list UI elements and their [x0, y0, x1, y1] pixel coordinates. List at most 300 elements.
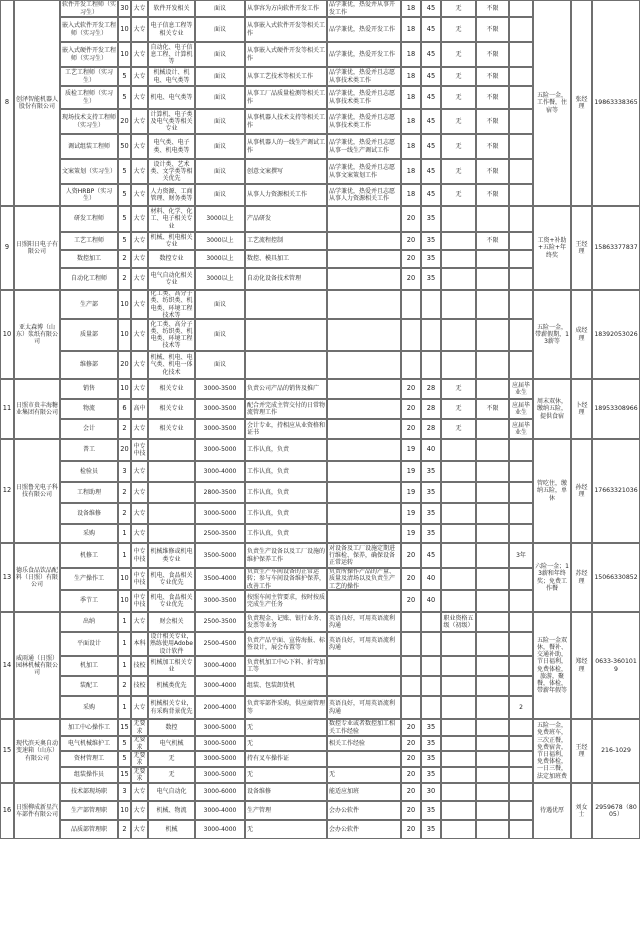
requirement-cell-text: 数控专业或者数控加工相关工作经验 [329, 720, 396, 735]
age-min-cell [401, 0, 421, 17]
position-cell-text: 现场技术支持工程师（实习生） [62, 114, 117, 129]
contact-phone-cell [592, 543, 640, 612]
duty-cell [245, 399, 327, 419]
gender-cell [476, 767, 509, 783]
grad-cell [509, 42, 533, 67]
age-min-cell-text: 20 [406, 722, 416, 731]
gender-cell [476, 568, 509, 590]
count-cell [118, 632, 131, 656]
contact-person-cell-text: 卜经理 [575, 401, 588, 416]
cert-cell [441, 184, 476, 206]
age-max-cell-text: 28 [426, 384, 436, 393]
count-cell [118, 719, 131, 736]
duty-cell-text: 工作认真，负责 [247, 488, 290, 496]
duty-cell [245, 86, 327, 109]
cert-cell [441, 67, 476, 86]
major-cell-text: 机械设计、机电、电气类等 [153, 69, 190, 84]
count-cell-text: 2 [122, 424, 127, 433]
requirement-cell [327, 0, 401, 17]
contact-phone-cell-text: 18953308966 [594, 405, 638, 413]
major-cell [148, 482, 195, 503]
major-cell-text: 电气机械 [159, 739, 184, 747]
duty-cell-text: 负责产品平面、宣传海报、标签设计，展会布置等 [247, 636, 326, 651]
position-cell [60, 632, 118, 656]
age-min-cell [401, 461, 421, 482]
gender-cell [476, 801, 509, 820]
duty-cell [245, 290, 327, 319]
company-name-cell [14, 290, 60, 379]
major-cell [148, 568, 195, 590]
major-cell [148, 736, 195, 751]
age-min-cell [401, 736, 421, 751]
company-name-cell [14, 439, 60, 543]
major-cell [148, 351, 195, 379]
requirement-cell [327, 524, 401, 543]
requirement-cell-text: 无 [329, 771, 336, 779]
benefits-cell-text: 待遇优厚 [539, 807, 564, 815]
duty-cell [245, 503, 327, 524]
gender-cell [476, 250, 509, 268]
count-cell-text: 10 [120, 24, 129, 33]
company-name-cell [14, 206, 60, 290]
requirement-cell [327, 632, 401, 656]
age-max-cell-text: 40 [426, 574, 436, 583]
age-min-cell [401, 17, 421, 42]
cert-cell [441, 461, 476, 482]
age-max-cell-text: 30 [426, 787, 436, 796]
salary-cell [195, 268, 245, 290]
gender-cell [476, 439, 509, 461]
age-max-cell [421, 676, 441, 696]
major-cell-text: 相关专业 [159, 425, 184, 433]
age-max-cell [421, 461, 441, 482]
salary-cell [195, 86, 245, 109]
salary-cell-text: 面议 [213, 142, 226, 150]
salary-cell [195, 767, 245, 783]
age-min-cell-text: 18 [406, 116, 416, 125]
position-cell [60, 17, 118, 42]
age-min-cell [401, 676, 421, 696]
major-cell [148, 543, 195, 568]
age-max-cell-text: 45 [426, 24, 436, 33]
duty-cell [245, 568, 327, 590]
age-min-cell-text: 19 [406, 508, 416, 517]
age-min-cell-text: 18 [406, 3, 416, 12]
count-cell-text: 2 [122, 824, 127, 833]
education-cell [131, 42, 148, 67]
cert-cell [441, 250, 476, 268]
count-cell [118, 524, 131, 543]
education-cell-text: 大专 [133, 425, 146, 433]
position-cell [60, 42, 118, 67]
grad-cell [509, 134, 533, 159]
duty-cell-text: 无 [247, 771, 254, 779]
salary-cell-text: 3000-4000 [203, 467, 237, 475]
age-min-cell [401, 482, 421, 503]
age-max-cell-text: 45 [426, 49, 436, 58]
gender-cell-text: 不限 [486, 237, 499, 245]
contact-person-cell [571, 783, 592, 839]
salary-cell-text: 3000-5000 [203, 446, 237, 454]
count-cell [118, 86, 131, 109]
major-cell-text: 相关专业 [159, 405, 184, 413]
duty-cell-text: 负责生产设备以及工厂设施的维护保养工作 [247, 548, 326, 563]
salary-cell [195, 17, 245, 42]
duty-cell [245, 767, 327, 783]
education-cell-text: 大专 [133, 275, 146, 283]
grad-cell [509, 767, 533, 783]
requirement-cell-text: 会办公软件 [329, 806, 360, 814]
cert-cell [441, 503, 476, 524]
gender-cell-text: 不限 [486, 4, 499, 12]
requirement-cell [327, 250, 401, 268]
age-max-cell-text: 35 [426, 214, 436, 223]
count-cell-text: 15 [120, 770, 129, 779]
count-cell-text: 10 [120, 49, 129, 58]
company-number-cell-text: 15 [2, 746, 12, 755]
age-max-cell-text: 45 [426, 141, 436, 150]
age-max-cell-text: 28 [426, 404, 436, 413]
company-number-cell [0, 543, 14, 612]
requirement-cell-text: 品学兼优，热爱并从事开发工作 [329, 1, 396, 16]
count-cell-text: 5 [122, 214, 127, 223]
count-cell [118, 568, 131, 590]
gender-cell-text: 不限 [486, 167, 499, 175]
major-cell-text: 机械、物流 [156, 806, 187, 814]
duty-cell [245, 206, 327, 232]
age-min-cell [401, 184, 421, 206]
gender-cell [476, 399, 509, 419]
education-cell-text: 大专 [133, 255, 146, 263]
duty-cell-text: 从事机器人技术支持等相关工作 [247, 114, 326, 129]
grad-cell-text: 应届毕业生 [511, 381, 530, 396]
education-cell [131, 379, 148, 399]
education-cell-text: 大专 [133, 361, 146, 369]
cert-cell [441, 419, 476, 439]
position-cell [60, 656, 118, 676]
age-max-cell [421, 482, 441, 503]
position-cell-text: 研发工程师 [73, 215, 104, 223]
salary-cell [195, 590, 245, 612]
cert-cell-text: 无 [455, 25, 462, 33]
salary-cell [195, 656, 245, 676]
position-cell-text: 采购 [82, 529, 95, 537]
grad-cell [509, 461, 533, 482]
count-cell-text: 6 [122, 404, 127, 413]
education-cell-text: 本科 [133, 640, 146, 648]
requirement-cell-text: 品学兼优，热爱并且志愿从事文案策划工作 [329, 164, 396, 179]
education-cell-text: 大专 [133, 331, 146, 339]
contact-person-cell [571, 290, 592, 379]
requirement-cell [327, 719, 401, 736]
age-max-cell [421, 632, 441, 656]
duty-cell [245, 656, 327, 676]
duty-cell [245, 419, 327, 439]
position-cell [60, 751, 118, 767]
duty-cell [245, 0, 327, 17]
duty-cell-text: 无 [247, 739, 254, 747]
requirement-cell [327, 543, 401, 568]
education-cell-text: 大专 [133, 142, 146, 150]
benefits-cell [533, 439, 571, 543]
major-cell [148, 612, 195, 632]
duty-cell [245, 439, 327, 461]
education-cell [131, 461, 148, 482]
gender-cell [476, 482, 509, 503]
grad-cell [509, 783, 533, 801]
education-cell [131, 801, 148, 820]
count-cell-text: 2 [122, 254, 127, 263]
position-cell [60, 250, 118, 268]
age-min-cell [401, 524, 421, 543]
requirement-cell-text: 相关工作经验 [329, 739, 366, 747]
requirement-cell-text: 负责所操作产品的产量、质量及清场以及负责生产工艺的操作 [329, 568, 396, 590]
duty-cell-text: 生产管理 [247, 806, 272, 814]
age-max-cell [421, 17, 441, 42]
salary-cell [195, 159, 245, 184]
salary-cell-text: 面议 [213, 117, 226, 125]
position-cell [60, 0, 118, 17]
major-cell-text: 无 [168, 755, 175, 763]
requirement-cell-text: 对设备及工厂设施定期进行维检、保养，确保设备正常运转 [329, 544, 396, 567]
count-cell [118, 67, 131, 86]
count-cell [118, 42, 131, 67]
age-max-cell [421, 268, 441, 290]
education-cell [131, 0, 148, 17]
contact-person-cell [571, 439, 592, 543]
count-cell [118, 656, 131, 676]
grad-cell [509, 379, 533, 399]
contact-person-cell [571, 0, 592, 206]
education-cell [131, 17, 148, 42]
cert-cell-text: 无 [455, 117, 462, 125]
major-cell-text: 电子信息工程等相关专业 [150, 22, 193, 37]
duty-cell-text: 无 [247, 723, 254, 731]
age-max-cell [421, 568, 441, 590]
education-cell [131, 250, 148, 268]
cert-cell [441, 206, 476, 232]
count-cell [118, 109, 131, 134]
duty-cell [245, 379, 327, 399]
contact-person-cell-text: 郑经理 [575, 658, 588, 673]
cert-cell [441, 524, 476, 543]
age-max-cell [421, 67, 441, 86]
major-cell [148, 632, 195, 656]
major-cell-text: 机电、食品相关专业优先 [150, 571, 193, 586]
major-cell-text: 机电、电气类等 [150, 93, 193, 101]
age-min-cell-text: 20 [406, 214, 416, 223]
grad-cell [509, 676, 533, 696]
grad-cell [509, 820, 533, 839]
education-cell [131, 736, 148, 751]
benefits-cell [533, 612, 571, 719]
requirement-cell [327, 696, 401, 719]
salary-cell [195, 134, 245, 159]
salary-cell [195, 736, 245, 751]
major-cell-text: 软件开发相关 [153, 4, 190, 12]
company-number-cell [0, 719, 14, 783]
duty-cell-text: 数控、模具加工 [247, 255, 290, 263]
duty-cell [245, 159, 327, 184]
contact-phone-cell [592, 206, 640, 290]
gender-cell [476, 379, 509, 399]
cert-cell [441, 736, 476, 751]
count-cell [118, 439, 131, 461]
duty-cell-text: 从事容为方向软件开发工作 [247, 4, 320, 12]
major-cell [148, 719, 195, 736]
company-name-cell [14, 0, 60, 206]
count-cell [118, 503, 131, 524]
duty-cell [245, 543, 327, 568]
position-cell [60, 612, 118, 632]
requirement-cell-text: 会办公软件 [329, 825, 360, 833]
requirement-cell-text: 品学兼优，热爱并且志愿从事技术类工作 [329, 69, 396, 84]
cert-cell [441, 17, 476, 42]
duty-cell [245, 232, 327, 250]
salary-cell-text: 面议 [213, 50, 226, 58]
benefits-cell-text: 管吃住，缴纳五险，单休 [536, 480, 567, 502]
duty-cell [245, 461, 327, 482]
position-cell-text: 物流 [82, 405, 95, 413]
position-cell-text: 机修工 [79, 551, 98, 559]
major-cell-text: 机械加工相关专业 [150, 658, 193, 673]
grad-cell [509, 482, 533, 503]
contact-phone-cell [592, 379, 640, 439]
position-cell [60, 461, 118, 482]
count-cell [118, 696, 131, 719]
age-max-cell [421, 206, 441, 232]
age-min-cell-text: 20 [406, 574, 416, 583]
education-cell [131, 612, 148, 632]
position-cell [60, 543, 118, 568]
salary-cell-text: 3000-5000 [203, 723, 237, 731]
age-max-cell [421, 612, 441, 632]
position-cell-text: 销售 [82, 385, 95, 393]
gender-cell [476, 820, 509, 839]
age-max-cell [421, 801, 441, 820]
company-number-cell-text: 14 [2, 660, 12, 669]
age-min-cell [401, 109, 421, 134]
cert-cell [441, 801, 476, 820]
age-max-cell-text: 45 [426, 71, 436, 80]
count-cell-text: 20 [120, 360, 129, 369]
major-cell [148, 751, 195, 767]
major-cell [148, 67, 195, 86]
count-cell-text: 20 [120, 445, 129, 454]
count-cell [118, 0, 131, 17]
gender-cell-text: 不限 [486, 72, 499, 80]
gender-cell [476, 461, 509, 482]
duty-cell [245, 696, 327, 719]
age-max-cell-text: 28 [426, 424, 436, 433]
count-cell [118, 134, 131, 159]
duty-cell [245, 67, 327, 86]
position-cell-text: 采购 [82, 703, 95, 711]
education-cell-text: 大专 [133, 509, 146, 517]
requirement-cell [327, 232, 401, 250]
cert-cell [441, 109, 476, 134]
count-cell-text: 2 [122, 274, 127, 283]
salary-cell-text: 2800-3500 [203, 488, 237, 496]
education-cell-text: 中专中技 [133, 442, 146, 457]
education-cell-text: 中专中技 [133, 571, 146, 586]
education-cell-text: 大专 [133, 385, 146, 393]
cert-cell-text: 无 [455, 425, 462, 433]
duty-cell [245, 250, 327, 268]
gender-cell-text: 不限 [486, 25, 499, 33]
age-min-cell [401, 134, 421, 159]
company-name-cell-text: 日照柳成新星汽车部件有限公司 [16, 803, 59, 818]
requirement-cell [327, 42, 401, 67]
salary-cell-text: 2000-4000 [203, 703, 237, 711]
age-max-cell [421, 134, 441, 159]
company-name-cell [14, 612, 60, 719]
count-cell [118, 736, 131, 751]
major-cell [148, 379, 195, 399]
grad-cell [509, 568, 533, 590]
position-cell [60, 351, 118, 379]
education-cell [131, 820, 148, 839]
age-min-cell-text: 20 [406, 404, 416, 413]
requirement-cell [327, 206, 401, 232]
gender-cell-text: 不限 [486, 405, 499, 413]
age-max-cell [421, 719, 441, 736]
count-cell-text: 10 [120, 330, 129, 339]
duty-cell-text: 从事工艺技术等相关工作 [247, 72, 314, 80]
grad-cell [509, 439, 533, 461]
position-cell [60, 109, 118, 134]
count-cell [118, 801, 131, 820]
grad-cell [509, 503, 533, 524]
education-cell-text: 大专 [133, 300, 146, 308]
major-cell-text: 化工类、高分子类、纺织类、机电类、环境工程技术等 [150, 290, 193, 319]
count-cell-text: 10 [120, 299, 129, 308]
requirement-cell-text: 品学兼优，热爱并且志愿从事技术类工作 [329, 90, 396, 105]
age-min-cell [401, 67, 421, 86]
company-number-cell [0, 290, 14, 379]
count-cell-text: 5 [122, 92, 127, 101]
grad-cell [509, 736, 533, 751]
age-min-cell [401, 439, 421, 461]
gender-cell-text: 不限 [486, 93, 499, 101]
position-cell-text: 生产部管理职 [70, 806, 107, 814]
duty-cell-text: 从事嵌入式硬件开发等相关工作 [247, 47, 326, 62]
major-cell-text: 化工类、高分子类、纺织类、机电类、环境工程技术等 [150, 320, 193, 350]
cert-cell-text: 无 [455, 4, 462, 12]
age-max-cell [421, 379, 441, 399]
benefits-cell [533, 0, 571, 206]
gender-cell [476, 159, 509, 184]
age-max-cell-text: 35 [426, 274, 436, 283]
position-cell [60, 676, 118, 696]
salary-cell-text: 3000-5000 [203, 509, 237, 517]
requirement-cell [327, 268, 401, 290]
position-cell-text: 会计 [82, 425, 95, 433]
age-min-cell-text: 18 [406, 141, 416, 150]
age-max-cell-text: 35 [426, 508, 436, 517]
gender-cell [476, 783, 509, 801]
cert-cell [441, 86, 476, 109]
age-min-cell-text: 20 [406, 424, 416, 433]
salary-cell-text: 3000-4000 [203, 662, 237, 670]
requirement-cell [327, 86, 401, 109]
count-cell [118, 232, 131, 250]
position-cell-text: 数控加工 [76, 255, 101, 263]
cert-cell-text: 无 [455, 142, 462, 150]
gender-cell [476, 719, 509, 736]
major-cell [148, 109, 195, 134]
education-cell [131, 159, 148, 184]
